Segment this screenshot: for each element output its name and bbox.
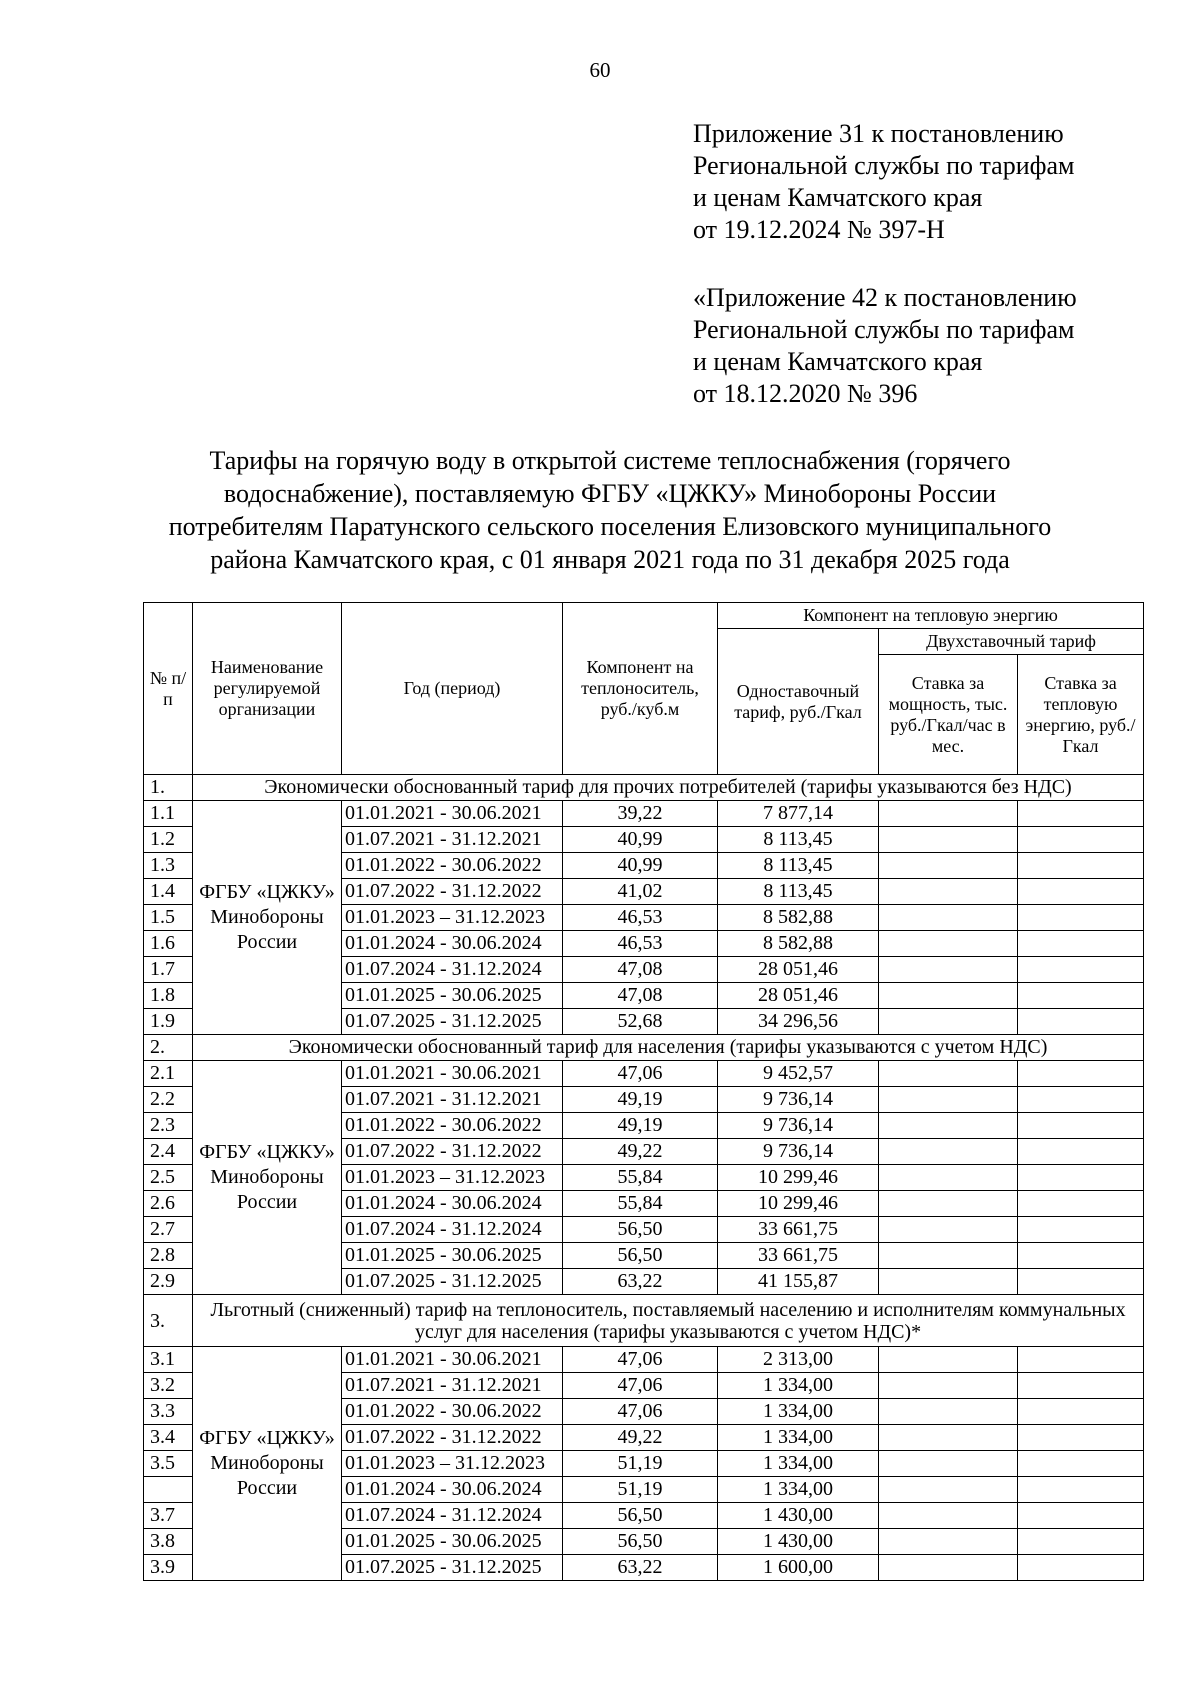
row-capacity-rate xyxy=(879,1191,1018,1217)
section-title: Экономически обоснованный тариф для прочих потребителей (тарифы указываются без НДС) xyxy=(193,775,1144,801)
row-num: 1.7 xyxy=(144,957,193,983)
table-row xyxy=(144,801,1144,827)
row-period: 01.01.2023 – 31.12.2023 xyxy=(342,905,563,931)
tariff-table xyxy=(143,602,1144,1581)
row-num: 2.6 xyxy=(144,1191,193,1217)
row-num: 3.3 xyxy=(144,1399,193,1425)
row-single-rate: 9 736,14 xyxy=(718,1113,879,1139)
row-num: 2.4 xyxy=(144,1139,193,1165)
row-capacity-rate xyxy=(879,983,1018,1009)
table-row xyxy=(144,1347,1144,1373)
row-num: 2.1 xyxy=(144,1061,193,1087)
row-carrier: 49,22 xyxy=(563,1425,718,1451)
header-period: Год (период) xyxy=(342,603,563,775)
row-energy-rate xyxy=(1018,1477,1144,1503)
section-title: Льготный (сниженный) тариф на теплоноситель, поставляемый населению и исполнителям коммунальных услуг для населения (тарифы указываются с учетом НДС)* xyxy=(193,1295,1144,1347)
row-single-rate: 9 452,57 xyxy=(718,1061,879,1087)
row-period: 01.07.2024 - 31.12.2024 xyxy=(342,1217,563,1243)
row-period: 01.01.2023 – 31.12.2023 xyxy=(342,1165,563,1191)
row-carrier: 49,19 xyxy=(563,1113,718,1139)
row-single-rate: 8 582,88 xyxy=(718,931,879,957)
row-period: 01.01.2024 - 30.06.2024 xyxy=(342,1477,563,1503)
row-carrier: 56,50 xyxy=(563,1503,718,1529)
row-num: 1.8 xyxy=(144,983,193,1009)
section-header-row xyxy=(144,1295,1144,1347)
row-carrier: 63,22 xyxy=(563,1269,718,1295)
table-row xyxy=(144,1061,1144,1087)
row-period: 01.07.2025 - 31.12.2025 xyxy=(342,1555,563,1581)
row-energy-rate xyxy=(1018,931,1144,957)
appendix-line: от 19.12.2024 № 397-Н xyxy=(693,215,945,244)
appendix-line: и ценам Камчатского края xyxy=(693,347,983,376)
row-single-rate: 34 296,56 xyxy=(718,1009,879,1035)
row-num: 1.5 xyxy=(144,905,193,931)
row-energy-rate xyxy=(1018,827,1144,853)
row-period: 01.07.2022 - 31.12.2022 xyxy=(342,1425,563,1451)
row-capacity-rate xyxy=(879,1243,1018,1269)
row-energy-rate xyxy=(1018,1347,1144,1373)
section-header-row xyxy=(144,775,1144,801)
row-period: 01.07.2024 - 31.12.2024 xyxy=(342,957,563,983)
row-capacity-rate xyxy=(879,1061,1018,1087)
appendix-line: и ценам Камчатского края xyxy=(693,183,983,212)
section-num: 2. xyxy=(144,1035,193,1061)
row-single-rate: 28 051,46 xyxy=(718,983,879,1009)
row-capacity-rate xyxy=(879,801,1018,827)
row-num: 3.7 xyxy=(144,1503,193,1529)
org-name: ФГБУ «ЦЖКУ» Минобороны России xyxy=(193,1347,342,1581)
row-single-rate: 8 113,45 xyxy=(718,879,879,905)
row-period: 01.01.2025 - 30.06.2025 xyxy=(342,1529,563,1555)
row-energy-rate xyxy=(1018,801,1144,827)
row-capacity-rate xyxy=(879,853,1018,879)
row-period: 01.07.2022 - 31.12.2022 xyxy=(342,1139,563,1165)
row-energy-rate xyxy=(1018,1191,1144,1217)
row-single-rate: 1 334,00 xyxy=(718,1399,879,1425)
row-single-rate: 1 334,00 xyxy=(718,1425,879,1451)
row-num: 2.8 xyxy=(144,1243,193,1269)
row-capacity-rate xyxy=(879,1217,1018,1243)
header-org: Наименование регулируемой организации xyxy=(193,603,342,775)
row-period: 01.07.2021 - 31.12.2021 xyxy=(342,827,563,853)
appendix-line: Приложение 31 к постановлению xyxy=(693,119,1064,148)
row-capacity-rate xyxy=(879,957,1018,983)
row-period: 01.07.2021 - 31.12.2021 xyxy=(342,1087,563,1113)
row-carrier: 40,99 xyxy=(563,853,718,879)
row-period: 01.01.2021 - 30.06.2021 xyxy=(342,801,563,827)
row-capacity-rate xyxy=(879,1451,1018,1477)
row-energy-rate xyxy=(1018,1087,1144,1113)
title-line: Тарифы на горячую воду в открытой системе теплоснабжения (горячего xyxy=(209,446,1011,475)
row-period: 01.01.2022 - 30.06.2022 xyxy=(342,1113,563,1139)
row-num: 1.6 xyxy=(144,931,193,957)
row-num: 2.9 xyxy=(144,1269,193,1295)
row-num: 1.4 xyxy=(144,879,193,905)
row-energy-rate xyxy=(1018,1555,1144,1581)
section-header-row xyxy=(144,1035,1144,1061)
row-single-rate: 41 155,87 xyxy=(718,1269,879,1295)
row-energy-rate xyxy=(1018,1503,1144,1529)
row-period: 01.01.2023 – 31.12.2023 xyxy=(342,1451,563,1477)
row-carrier: 47,06 xyxy=(563,1061,718,1087)
row-energy-rate xyxy=(1018,853,1144,879)
row-capacity-rate xyxy=(879,1373,1018,1399)
row-capacity-rate xyxy=(879,1269,1018,1295)
row-period: 01.07.2021 - 31.12.2021 xyxy=(342,1373,563,1399)
row-period: 01.07.2025 - 31.12.2025 xyxy=(342,1269,563,1295)
row-period: 01.01.2024 - 30.06.2024 xyxy=(342,1191,563,1217)
row-single-rate: 9 736,14 xyxy=(718,1139,879,1165)
row-energy-rate xyxy=(1018,879,1144,905)
row-num: 1.3 xyxy=(144,853,193,879)
row-carrier: 47,08 xyxy=(563,957,718,983)
appendix-line: Региональной службы по тарифам xyxy=(693,151,1075,180)
row-carrier: 63,22 xyxy=(563,1555,718,1581)
page-number: 60 xyxy=(589,58,611,82)
row-carrier: 56,50 xyxy=(563,1217,718,1243)
org-name: ФГБУ «ЦЖКУ» Минобороны России xyxy=(193,1061,342,1295)
row-single-rate: 1 600,00 xyxy=(718,1555,879,1581)
row-single-rate: 33 661,75 xyxy=(718,1217,879,1243)
row-single-rate: 28 051,46 xyxy=(718,957,879,983)
row-single-rate: 2 313,00 xyxy=(718,1347,879,1373)
appendix-line: от 18.12.2020 № 396 xyxy=(693,379,918,408)
row-energy-rate xyxy=(1018,1165,1144,1191)
row-energy-rate xyxy=(1018,1425,1144,1451)
title-line: водоснабжение), поставляемую ФГБУ «ЦЖКУ» Минобороны России xyxy=(223,479,997,508)
row-num: 3.4 xyxy=(144,1425,193,1451)
header-heat-component: Компонент на тепловую энергию xyxy=(718,603,1144,629)
row-carrier: 47,06 xyxy=(563,1347,718,1373)
row-num: 3.8 xyxy=(144,1529,193,1555)
row-carrier: 51,19 xyxy=(563,1451,718,1477)
row-num: 1.2 xyxy=(144,827,193,853)
row-capacity-rate xyxy=(879,931,1018,957)
row-capacity-rate xyxy=(879,1009,1018,1035)
section-num: 3. xyxy=(144,1295,193,1347)
appendix-line: Региональной службы по тарифам xyxy=(693,315,1075,344)
org-name: ФГБУ «ЦЖКУ» Минобороны России xyxy=(193,801,342,1035)
row-energy-rate xyxy=(1018,1529,1144,1555)
row-capacity-rate xyxy=(879,1087,1018,1113)
row-single-rate: 1 334,00 xyxy=(718,1373,879,1399)
row-capacity-rate xyxy=(879,1113,1018,1139)
row-num: 2.2 xyxy=(144,1087,193,1113)
row-single-rate: 1 334,00 xyxy=(718,1451,879,1477)
row-energy-rate xyxy=(1018,1451,1144,1477)
row-capacity-rate xyxy=(879,1139,1018,1165)
row-carrier: 56,50 xyxy=(563,1529,718,1555)
row-capacity-rate xyxy=(879,1165,1018,1191)
row-energy-rate xyxy=(1018,1373,1144,1399)
row-period: 01.01.2021 - 30.06.2021 xyxy=(342,1061,563,1087)
header-energy-rate: Ставка за тепловую энергию, руб./Гкал xyxy=(1018,655,1144,775)
row-single-rate: 8 582,88 xyxy=(718,905,879,931)
row-energy-rate xyxy=(1018,1009,1144,1035)
document-title xyxy=(130,444,1090,576)
row-energy-rate xyxy=(1018,1139,1144,1165)
row-carrier: 49,19 xyxy=(563,1087,718,1113)
row-period: 01.01.2021 - 30.06.2021 xyxy=(342,1347,563,1373)
row-carrier: 46,53 xyxy=(563,931,718,957)
header-single-rate: Одноставочный тариф, руб./Гкал xyxy=(718,629,879,775)
row-capacity-rate xyxy=(879,1477,1018,1503)
row-carrier: 41,02 xyxy=(563,879,718,905)
header-capacity-rate: Ставка за мощность, тыс. руб./Гкал/час в мес. xyxy=(879,655,1018,775)
row-single-rate: 1 430,00 xyxy=(718,1503,879,1529)
row-carrier: 51,19 xyxy=(563,1477,718,1503)
row-single-rate: 8 113,45 xyxy=(718,853,879,879)
row-num: 2.7 xyxy=(144,1217,193,1243)
row-num: 3.5 xyxy=(144,1451,193,1477)
row-single-rate: 10 299,46 xyxy=(718,1165,879,1191)
row-single-rate: 8 113,45 xyxy=(718,827,879,853)
row-period: 01.01.2022 - 30.06.2022 xyxy=(342,853,563,879)
row-period: 01.07.2024 - 31.12.2024 xyxy=(342,1503,563,1529)
appendix-reference-original xyxy=(693,282,1153,410)
row-energy-rate xyxy=(1018,1217,1144,1243)
row-energy-rate xyxy=(1018,1399,1144,1425)
row-carrier: 49,22 xyxy=(563,1139,718,1165)
row-num: 2.3 xyxy=(144,1113,193,1139)
row-carrier: 55,84 xyxy=(563,1165,718,1191)
appendix-line: «Приложение 42 к постановлению xyxy=(693,283,1077,312)
row-capacity-rate xyxy=(879,1529,1018,1555)
row-carrier: 39,22 xyxy=(563,801,718,827)
row-carrier: 52,68 xyxy=(563,1009,718,1035)
row-period: 01.01.2025 - 30.06.2025 xyxy=(342,1243,563,1269)
row-capacity-rate xyxy=(879,1425,1018,1451)
row-capacity-rate xyxy=(879,879,1018,905)
row-energy-rate xyxy=(1018,905,1144,931)
row-num: 3.1 xyxy=(144,1347,193,1373)
row-carrier: 47,06 xyxy=(563,1373,718,1399)
row-period: 01.01.2025 - 30.06.2025 xyxy=(342,983,563,1009)
row-carrier: 47,08 xyxy=(563,983,718,1009)
row-num: 1.9 xyxy=(144,1009,193,1035)
header-two-rate: Двухставочный тариф xyxy=(879,629,1144,655)
row-period: 01.07.2025 - 31.12.2025 xyxy=(342,1009,563,1035)
title-line: потребителям Паратунского сельского поселения Елизовского муниципального xyxy=(168,512,1052,541)
row-single-rate: 9 736,14 xyxy=(718,1087,879,1113)
row-carrier: 46,53 xyxy=(563,905,718,931)
row-carrier: 40,99 xyxy=(563,827,718,853)
row-num: 3.2 xyxy=(144,1373,193,1399)
title-line: района Камчатского края, с 01 января 2021 года по 31 декабря 2025 года xyxy=(210,545,1010,574)
row-single-rate: 1 334,00 xyxy=(718,1477,879,1503)
row-period: 01.01.2022 - 30.06.2022 xyxy=(342,1399,563,1425)
row-capacity-rate xyxy=(879,1399,1018,1425)
row-capacity-rate xyxy=(879,1555,1018,1581)
section-title: Экономически обоснованный тариф для населения (тарифы указываются с учетом НДС) xyxy=(193,1035,1144,1061)
row-carrier: 55,84 xyxy=(563,1191,718,1217)
row-capacity-rate xyxy=(879,827,1018,853)
row-single-rate: 1 430,00 xyxy=(718,1529,879,1555)
row-period: 01.01.2024 - 30.06.2024 xyxy=(342,931,563,957)
row-single-rate: 7 877,14 xyxy=(718,801,879,827)
row-carrier: 47,06 xyxy=(563,1399,718,1425)
appendix-reference-current xyxy=(693,118,1153,246)
row-num: 2.5 xyxy=(144,1165,193,1191)
row-energy-rate xyxy=(1018,983,1144,1009)
header-carrier-component: Компонент на теплоноситель, руб./куб.м xyxy=(563,603,718,775)
row-energy-rate xyxy=(1018,1269,1144,1295)
header-num: № п/п xyxy=(144,603,193,775)
row-carrier: 56,50 xyxy=(563,1243,718,1269)
row-capacity-rate xyxy=(879,1503,1018,1529)
row-energy-rate xyxy=(1018,1113,1144,1139)
row-capacity-rate xyxy=(879,1347,1018,1373)
row-energy-rate xyxy=(1018,1061,1144,1087)
row-num xyxy=(144,1477,193,1503)
row-period: 01.07.2022 - 31.12.2022 xyxy=(342,879,563,905)
row-single-rate: 33 661,75 xyxy=(718,1243,879,1269)
section-num: 1. xyxy=(144,775,193,801)
row-num: 3.9 xyxy=(144,1555,193,1581)
row-num: 1.1 xyxy=(144,801,193,827)
row-energy-rate xyxy=(1018,1243,1144,1269)
row-capacity-rate xyxy=(879,905,1018,931)
row-single-rate: 10 299,46 xyxy=(718,1191,879,1217)
row-energy-rate xyxy=(1018,957,1144,983)
